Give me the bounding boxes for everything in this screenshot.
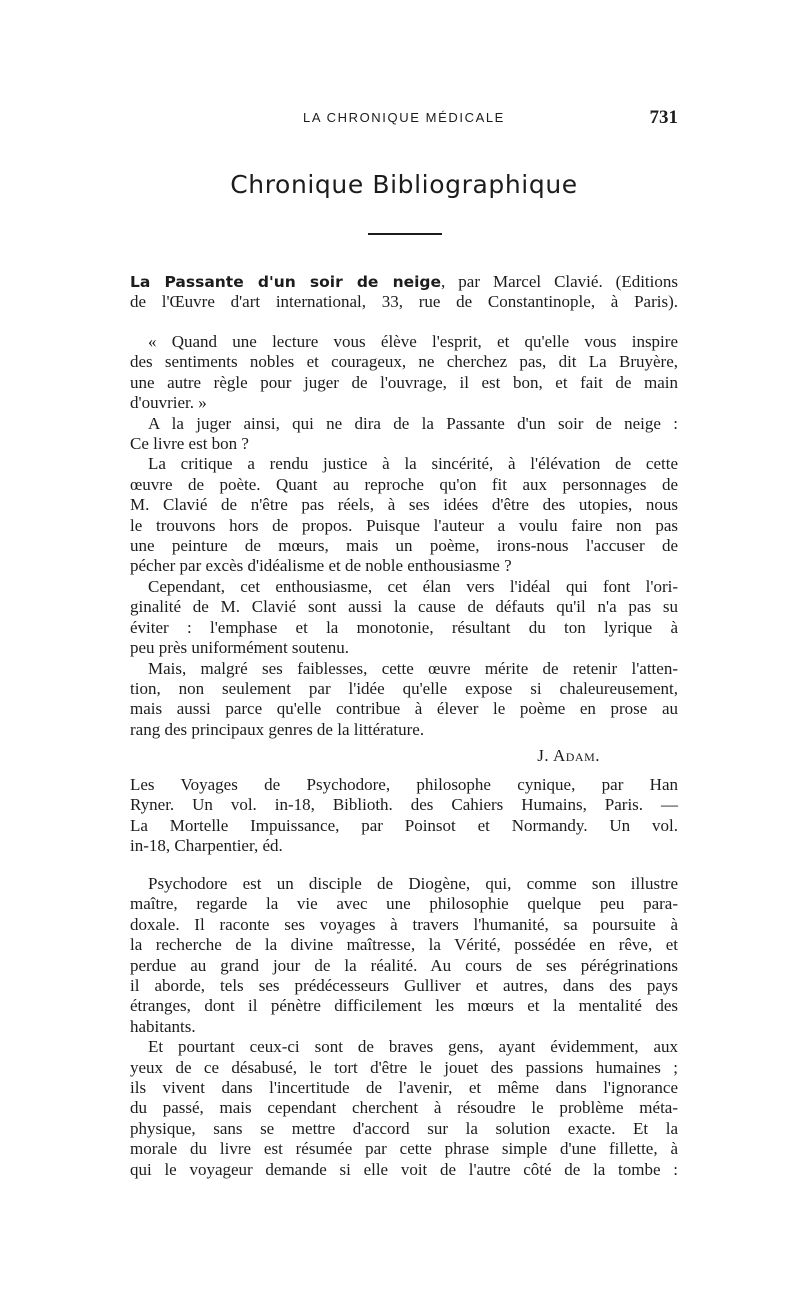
text-line: étranges, dont il pénètre difficilement les mœurs et la mentalité des [130, 996, 678, 1016]
text-line: il aborde, tels ses prédécesseurs Gulliver et autres, dans des pays [130, 976, 678, 996]
text-line: A la juger ainsi, qui ne dira de la Passante d'un soir de neige : [148, 413, 678, 433]
text-line: éviter : l'emphase et la monotonie, résultant du ton lyrique à [130, 617, 678, 637]
text-line: la recherche de la divine maîtresse, la Vérité, possédée en rêve, et [130, 935, 678, 955]
text-line: œuvre de poète. Quant au reproche qu'on fit aux personnages de [130, 474, 678, 494]
review-1 [130, 272, 678, 313]
text-line: maître, regarde la vie avec une philosophie quelque peu para- [130, 894, 678, 914]
text-line: physique, sans se mettre d'accord sur la solution exacte. Et la [130, 1118, 678, 1138]
text-line: des sentiments nobles et courageux, ne cherchez pas, dit La Bruyère, [130, 352, 678, 372]
text-line: ils vivent dans l'incertitude de l'avenir, et même dans l'ignorance [130, 1078, 678, 1098]
text-line: pécher par excès d'idéalisme et de noble enthousiasme ? [130, 556, 512, 576]
text-line: Ce livre est bon ? [130, 434, 249, 454]
review-1-body [130, 332, 678, 767]
review-2-paragraph-2 [130, 1037, 678, 1180]
text-line: rang des principaux genres de la littérature. [130, 719, 425, 739]
review-1-reference-line [130, 272, 678, 292]
review-1-paragraph-5 [130, 659, 678, 741]
review-2-heading-line: La Mortelle Impuissance, par Poinsot et Normandy. Un vol. [130, 815, 678, 835]
text-line: du passé, mais cependant cherchent à résoudre le problème méta- [130, 1098, 678, 1118]
review-1-paragraph-2 [130, 414, 678, 455]
text-line: Mais, malgré ses faiblesses, cette œuvre mérite de retenir l'atten- [148, 658, 678, 678]
review-2-body [130, 874, 678, 1180]
text-line: « Quand une lecture vous élève l'esprit, et qu'elle vous inspire [148, 332, 678, 351]
text-line: mais aussi parce qu'elle contribue à élever le poème en prose au [130, 699, 678, 719]
text-line: perdue au grand jour de la réalité. Au cours de ses pérégrinations [130, 955, 678, 975]
text-line: doxale. Il raconte ses voyages à travers l'humanité, sa poursuite à [130, 914, 678, 934]
section-title: Chronique Bibliographique [230, 170, 578, 199]
text-line: Psychodore est un disciple de Diogène, qui, comme son illustre [148, 874, 678, 893]
review-1-reference-author: , par Marcel Clavié. (Editions [441, 272, 678, 291]
text-line: une peinture de mœurs, mais un poème, irons-nous l'accuser de [130, 536, 678, 556]
text-line: peu près uniformément soutenu. [130, 638, 350, 658]
review-2-heading-line: Les Voyages de Psychodore, philosophe cynique, par Han [130, 775, 678, 794]
title-rule [368, 233, 442, 235]
running-head [130, 108, 678, 134]
review-2-heading-line: in-18, Charpentier, éd. [130, 836, 283, 856]
review-2-heading [130, 775, 678, 857]
journal-title: LA CHRONIQUE MÉDICALE [303, 110, 505, 125]
text-line: La critique a rendu justice à la sincérité, à l'élévation de cette [148, 454, 678, 474]
text-line: yeux de ce désabusé, le tort d'être le jouet des passions humaines ; [130, 1057, 678, 1077]
text-line: morale du livre est résumée par cette phrase simple d'une fillette, à [130, 1139, 678, 1159]
text-line: M. Clavié de n'être pas réels, à ses idées d'être des utopies, nous [130, 495, 678, 515]
review-1-signature: J. Adam. [537, 746, 600, 766]
text-line: qui le voyageur demande si elle voit de l'autre côté de la tombe : [130, 1159, 678, 1179]
text-line: habitants. [130, 1016, 196, 1036]
review-1-paragraph-1 [130, 332, 678, 414]
text-line: d'ouvrier. » [130, 393, 207, 413]
review-1-paragraph-4 [130, 577, 678, 659]
review-1-book-title: La Passante d'un soir de neige [130, 273, 442, 291]
text-line: le trouvons hors de propos. Puisque l'auteur a voulu faire non pas [130, 515, 678, 535]
review-2-paragraph-1 [130, 874, 678, 1037]
text-line: ginalité de M. Clavié sont aussi la cause de défauts qu'il n'a pas su [130, 597, 678, 617]
text-line: une autre règle pour juger de l'ouvrage, il est bon, et fait de main [130, 372, 678, 392]
page-number: 731 [649, 107, 678, 128]
text-line: Et pourtant ceux-ci sont de braves gens, ayant évidemment, aux [148, 1037, 678, 1057]
review-1-reference-publisher: de l'Œuvre d'art international, 33, rue de Constantinople, à Paris). [130, 292, 678, 312]
review-2-heading-line: Ryner. Un vol. in-18, Biblioth. des Cahiers Humains, Paris. — [130, 795, 678, 815]
text-line: tion, non seulement par l'idée qu'elle expose si chaleureusement, [130, 678, 678, 698]
review-1-paragraph-3 [130, 454, 678, 576]
text-line: Cependant, cet enthousiasme, cet élan vers l'idéal qui font l'ori- [148, 576, 678, 596]
